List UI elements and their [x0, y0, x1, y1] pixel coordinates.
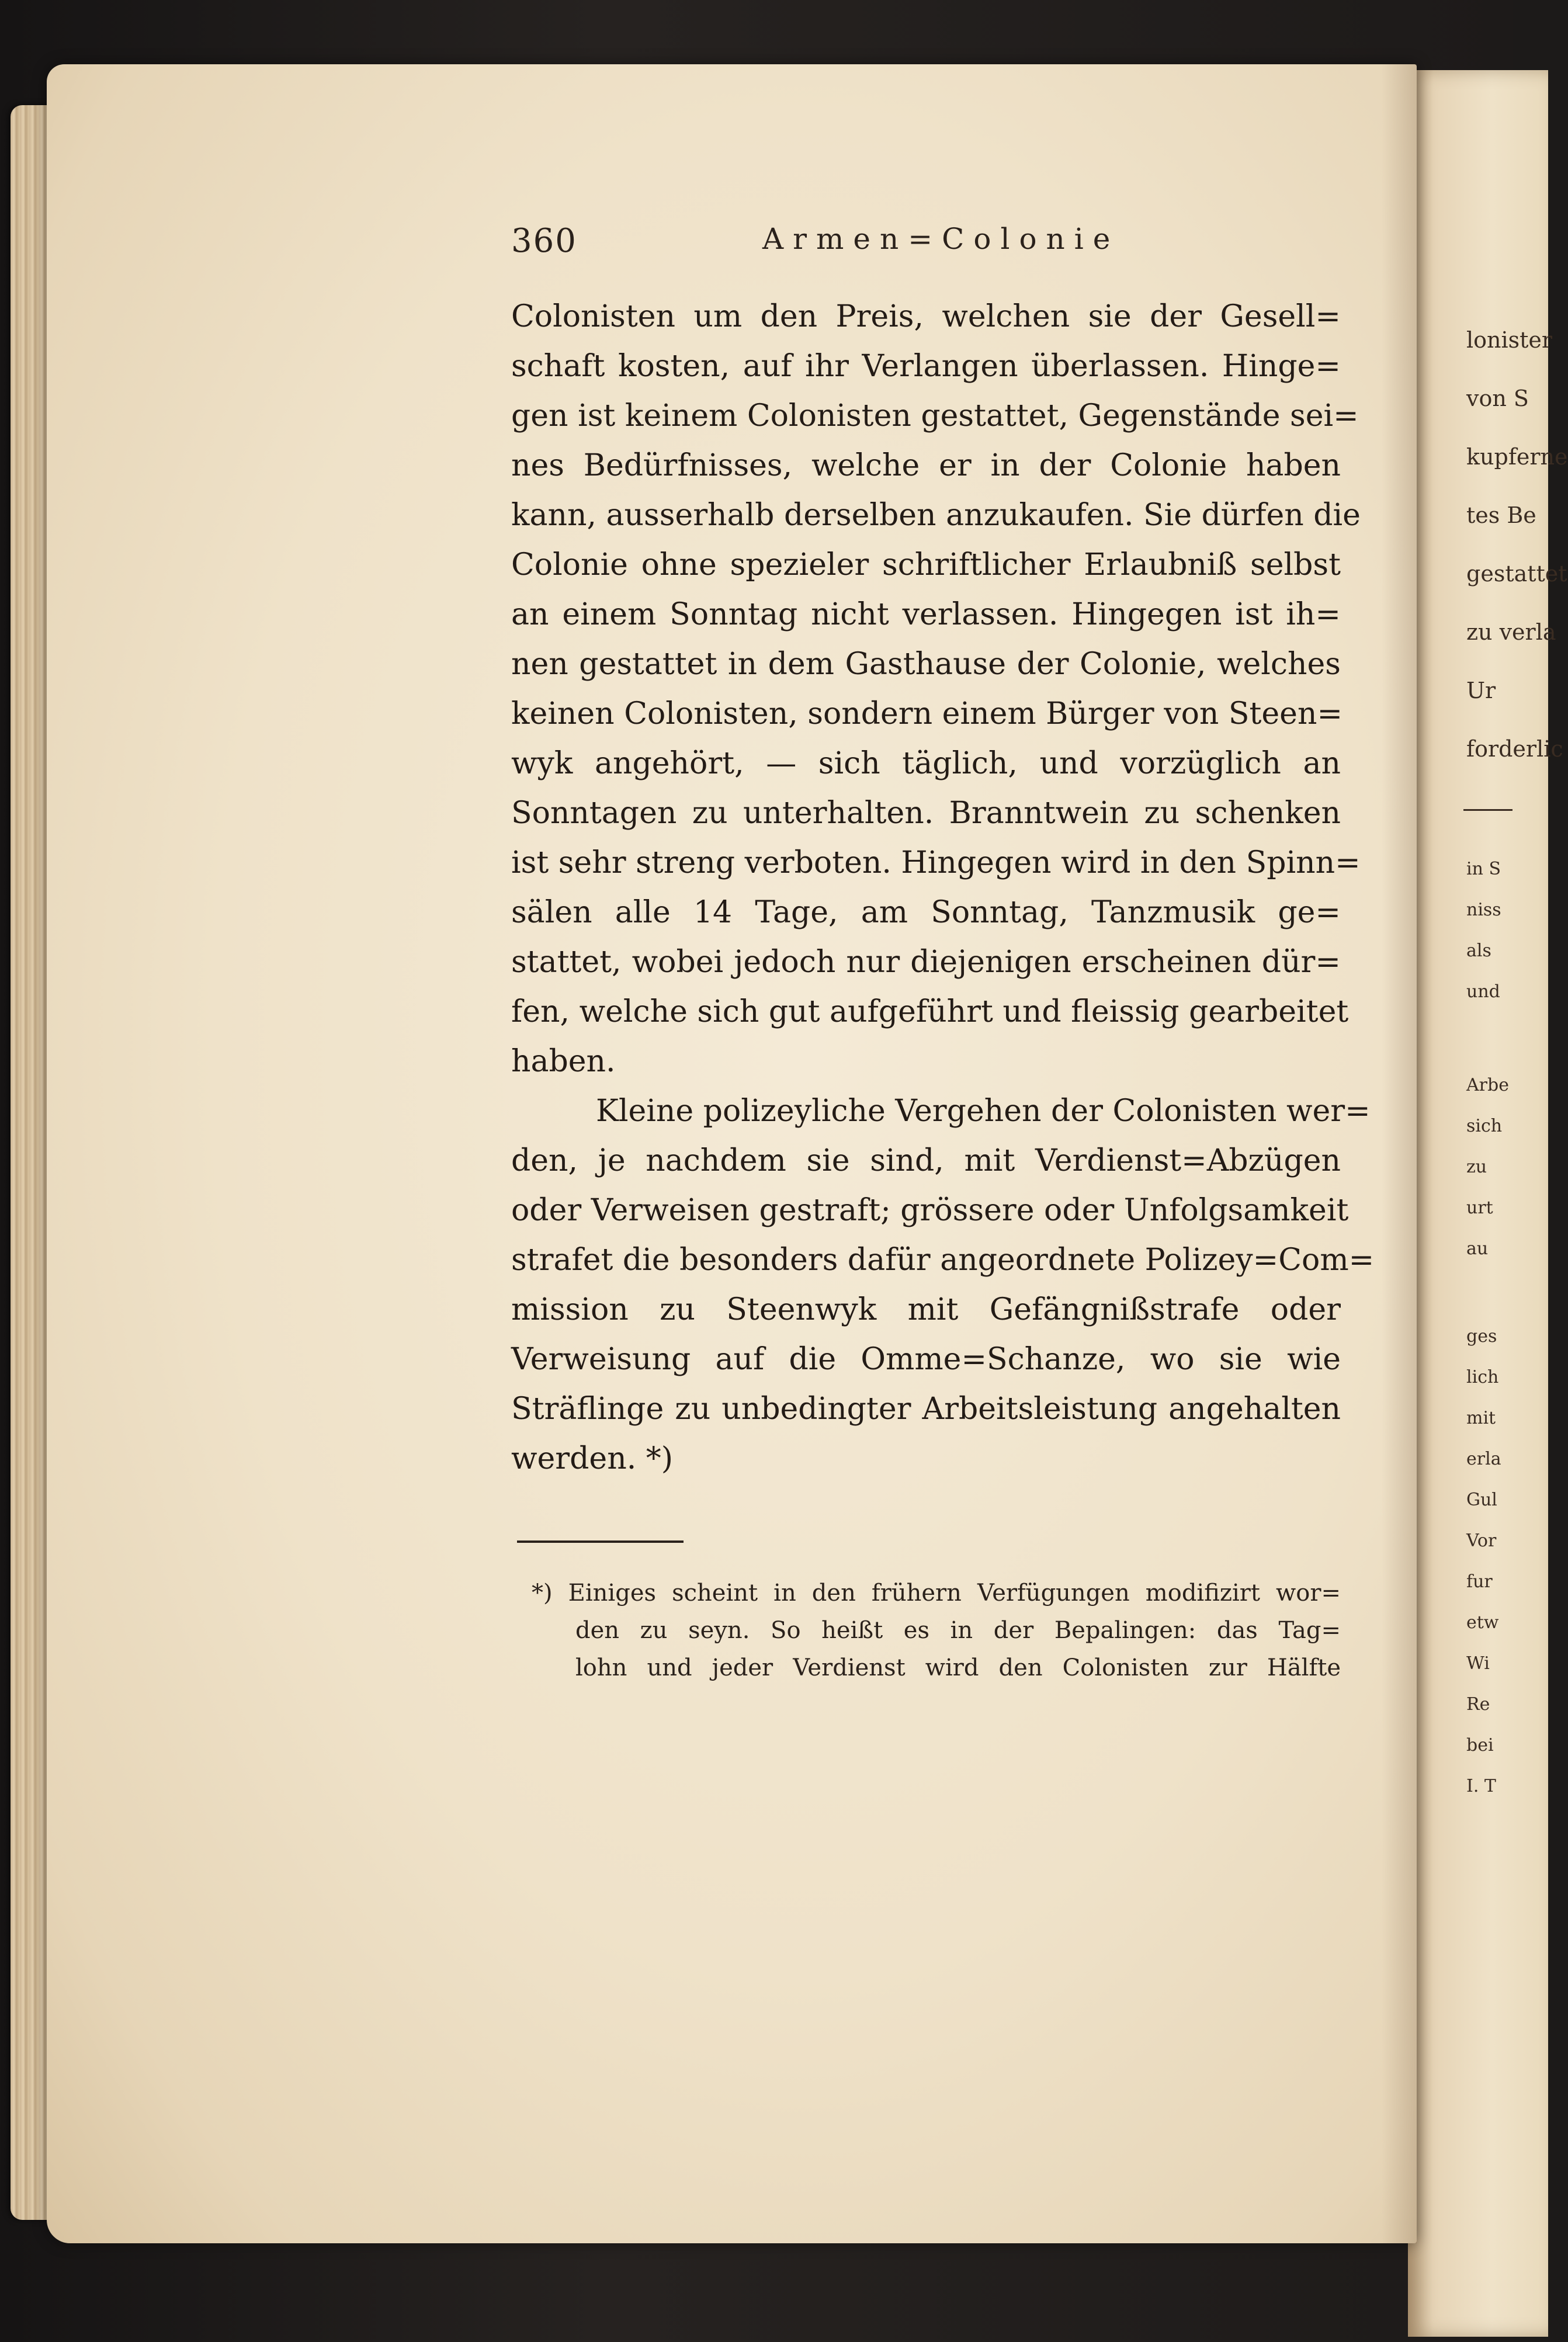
facing-page-fragment: als	[1466, 941, 1491, 961]
facing-page-fragment: mit	[1466, 1408, 1496, 1428]
text-line: haben.	[511, 1044, 616, 1079]
page-number: 360	[511, 222, 577, 260]
facing-page-fragment: ges	[1466, 1326, 1497, 1347]
text-line: Verweisung auf die Omme=Schanze, wo sie wie	[511, 1342, 1341, 1377]
facing-page-fragment: bei	[1466, 1735, 1494, 1755]
facing-page-fragment: I. T	[1466, 1776, 1496, 1796]
facing-page-fragment: Gul	[1466, 1490, 1497, 1510]
text-line: oder Verweisen gestraft; grössere oder Unfolgsamkeit	[511, 1193, 1349, 1228]
text-line: sälen alle 14 Tage, am Sonntag, Tanzmusik ge=	[511, 895, 1341, 930]
facing-page-fragment: forderlic	[1466, 736, 1563, 762]
facing-page-fragment: zu	[1466, 1157, 1487, 1177]
facing-page-fragment: lonister	[1466, 327, 1553, 353]
facing-page-fragment: und	[1466, 981, 1500, 1002]
text-line: nes Bedürfnisses, welche er in der Colonie haben	[511, 448, 1341, 483]
text-line: Sonntagen zu unterhalten. Branntwein zu schenken	[511, 796, 1341, 831]
text-line: Sträflinge zu unbedingter Arbeitsleistung angehalten	[511, 1392, 1341, 1427]
text-line: Colonie ohne spezieler schriftlicher Erlaubniß selbst	[511, 547, 1341, 582]
facing-page-fragment: Arbe	[1466, 1075, 1509, 1095]
text-line: schaft kosten, auf ihr Verlangen überlassen. Hinge=	[511, 349, 1341, 384]
text-line: keinen Colonisten, sondern einem Bürger von Steen=	[511, 696, 1343, 731]
running-head: Armen=Colonie	[762, 222, 1120, 256]
facing-page-fragment: fur	[1466, 1571, 1493, 1592]
text-line: Colonisten um den Preis, welchen sie der Gesell=	[511, 299, 1341, 334]
facing-page-fragment: zu verla	[1466, 619, 1556, 645]
facing-page-fragment: urt	[1466, 1198, 1493, 1218]
facing-page-fragment: au	[1466, 1238, 1489, 1259]
text-line: wyk angehört, — sich täglich, und vorzüglich an	[511, 746, 1341, 781]
facing-page-fragment: Re	[1466, 1694, 1490, 1715]
text-line: Kleine polizeyliche Vergehen der Colonisten wer=	[596, 1094, 1371, 1129]
facing-page-fragment: sich	[1466, 1116, 1503, 1136]
facing-page-fragment: lich	[1466, 1367, 1499, 1387]
text-line: ist sehr streng verboten. Hingegen wird in den Spinn=	[511, 845, 1361, 880]
facing-page-fragment: erla	[1466, 1449, 1501, 1469]
footnotes	[532, 1574, 1341, 1687]
facing-page-rule	[1463, 809, 1513, 811]
facing-page-fragment: Vor	[1466, 1531, 1497, 1551]
footnote-rule	[517, 1540, 684, 1543]
facing-page-fragment: gestattet	[1466, 561, 1567, 587]
facing-page-fragment: niss	[1466, 900, 1501, 920]
facing-page-fragment: Ur	[1466, 678, 1496, 703]
page-header	[511, 222, 1120, 275]
text-line: strafet die besonders dafür angeordnete Polizey=Com=	[511, 1243, 1375, 1278]
facing-page-fragment: kupferne	[1466, 444, 1568, 470]
text-line: stattet, wobei jedoch nur diejenigen erscheinen dür=	[511, 945, 1341, 980]
text-line: an einem Sonntag nicht verlassen. Hingegen ist ih=	[511, 597, 1341, 632]
footnote-line: den zu seyn. So heißt es in der Bepalingen: das Tag=	[575, 1617, 1341, 1644]
text-line: mission zu Steenwyk mit Gefängnißstrafe oder	[511, 1292, 1341, 1327]
text-line: kann, ausserhalb derselben anzukaufen. Sie dürfen die	[511, 498, 1361, 533]
footnote-line: *) Einiges scheint in den frühern Verfügungen modifizirt wor=	[532, 1580, 1341, 1607]
text-line: werden. *)	[511, 1441, 674, 1476]
text-line: nen gestattet in dem Gasthause der Colonie, welches	[511, 647, 1341, 682]
facing-page-fragment: etw	[1466, 1612, 1499, 1633]
facing-page-fragment: Wi	[1466, 1653, 1490, 1674]
facing-page-fragment: in S	[1466, 859, 1501, 879]
text-line: gen ist keinem Colonisten gestattet, Gegenstände sei=	[511, 398, 1359, 433]
text-line: fen, welche sich gut aufgeführt und fleissig gearbeitet	[511, 994, 1349, 1029]
footnote-line: lohn und jeder Verdienst wird den Colonisten zur Hälfte	[575, 1654, 1341, 1681]
text-line: den, je nachdem sie sind, mit Verdienst=Abzügen	[511, 1143, 1341, 1178]
facing-page-fragment: tes Be	[1466, 502, 1536, 528]
body-text	[511, 292, 1375, 1484]
facing-page-fragment: von S	[1466, 386, 1529, 411]
